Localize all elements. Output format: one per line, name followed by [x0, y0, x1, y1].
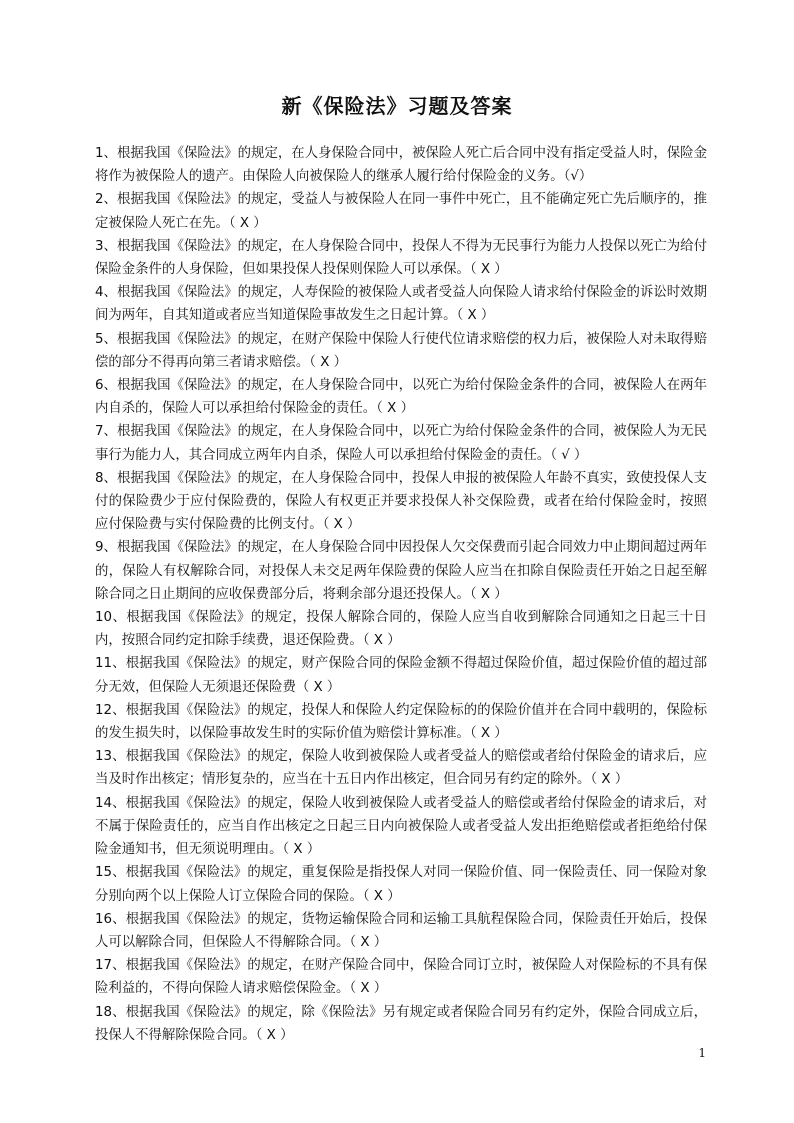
- question-item: 10、根据我国《保险法》的规定，投保人解除合同的，保险人应当自收到解除合同通知之日起三十日内，按照合同约定扣除手续费，退还保险费。（ X ）: [95, 610, 707, 649]
- question-item: 17、根据我国《保险法》的规定，在财产保险合同中，保险合同订立时，被保险人对保险标的不具有保险利益的，不得向保险人请求赔偿保险金。（ X ）: [95, 958, 707, 997]
- question-item: 2、根据我国《保险法》的规定，受益人与被保险人在同一事件中死亡，且不能确定死亡先后顺序的，推定被保险人死亡在先。（ X ）: [95, 192, 707, 231]
- page-number: 1: [698, 1046, 706, 1060]
- question-item: 18、根据我国《保险法》的规定，除《保险法》另有规定或者保险合同另有约定外，保险合同成立后，投保人不得解除保险合同。（ X ）: [95, 1004, 707, 1043]
- question-item: 13、根据我国《保险法》的规定，保险人收到被保险人或者受益人的赔偿或者给付保险金的请求后，应当及时作出核定；情形复杂的，应当在十五日内作出核定，但合同另有约定的除外。（ X ）: [95, 749, 707, 788]
- question-item: 3、根据我国《保险法》的规定，在人身保险合同中，投保人不得为无民事行为能力人投保以死亡为给付保险金条件的人身保险，但如果投保人投保则保险人可以承保。（ X ）: [95, 238, 707, 278]
- question-item: 8、根据我国《保险法》的规定，在人身保险合同中，投保人申报的被保险人年龄不真实，致使投保人支付的保险费少于应付保险费的，保险人有权更正并要求投保人补交保险费，或者在给付保险金时，按照应付保险费与实付保险费的比例支付。（ X ）: [95, 470, 707, 533]
- question-item: 14、根据我国《保险法》的规定，保险人收到被保险人或者受益人的赔偿或者给付保险金的请求后，对不属于保险责任的，应当自作出核定之日起三日内向被保险人或者受益人发出拒绝赔偿或者拒绝给付保险金通知书，但无须说明理由。（ X ）: [95, 795, 707, 858]
- question-item: 12、根据我国《保险法》的规定，投保人和保险人约定保险标的的保险价值并在合同中载明的，保险标的发生损失时，以保险事故发生时的实际价值为赔偿计算标准。（ X ）: [95, 702, 707, 742]
- question-item: 9、根据我国《保险法》的规定，在人身保险合同中因投保人欠交保费而引起合同效力中止期间超过两年的，保险人有权解除合同，对投保人未交足两年保险费的保险人应当在扣除自保险责任开始之日起至解除合同之日止期间的应收保费部分后，将剩余部分退还投保人。（ X ）: [95, 540, 707, 602]
- question-list: [95, 142, 707, 1047]
- question-item: 6、根据我国《保险法》的规定，在人身保险合同中，以死亡为给付保险金条件的合同，被保险人在两年内自杀的，保险人可以承担给付保险金的责任。（ X ）: [95, 378, 707, 417]
- question-item: 4、根据我国《保险法》的规定，人寿保险的被保险人或者受益人向保险人请求给付保险金的诉讼时效期间为两年，自其知道或者应当知道保险事故发生之日起计算。（ X ）: [95, 285, 707, 324]
- question-item: 7、根据我国《保险法》的规定，在人身保险合同中，以死亡为给付保险金条件的合同，被保险人为无民事行为能力人，其合同成立两年内自杀，保险人可以承担给付保险金的责任。（ √ ）: [95, 424, 707, 463]
- question-item: 11、根据我国《保险法》的规定，财产保险合同的保险金额不得超过保险价值，超过保险价值的超过部分无效，但保险人无须退还保险费（ X ）: [95, 656, 707, 695]
- question-item: 1、根据我国《保险法》的规定，在人身保险合同中，被保险人死亡后合同中没有指定受益人时，保险金将作为被保险人的遗产。由保险人向被保险人的继承人履行给付保险金的义务。（√）: [95, 146, 707, 185]
- document-title: 新《保险法》习题及答案: [281, 94, 513, 118]
- question-item: 15、根据我国《保险法》的规定，重复保险是指投保人对同一保险价值、同一保险责任、同一保险对象分别向两个以上保险人订立保险合同的保险。（ X ）: [95, 865, 707, 904]
- question-item: 16、根据我国《保险法》的规定，货物运输保险合同和运输工具航程保险合同，保险责任开始后，投保人可以解除合同，但保险人不得解除合同。（ X ）: [95, 911, 707, 950]
- question-item: 5、根据我国《保险法》的规定，在财产保险中保险人行使代位请求赔偿的权力后，被保险人对未取得赔偿的部分不得再向第三者请求赔偿。（ X ）: [95, 331, 707, 370]
